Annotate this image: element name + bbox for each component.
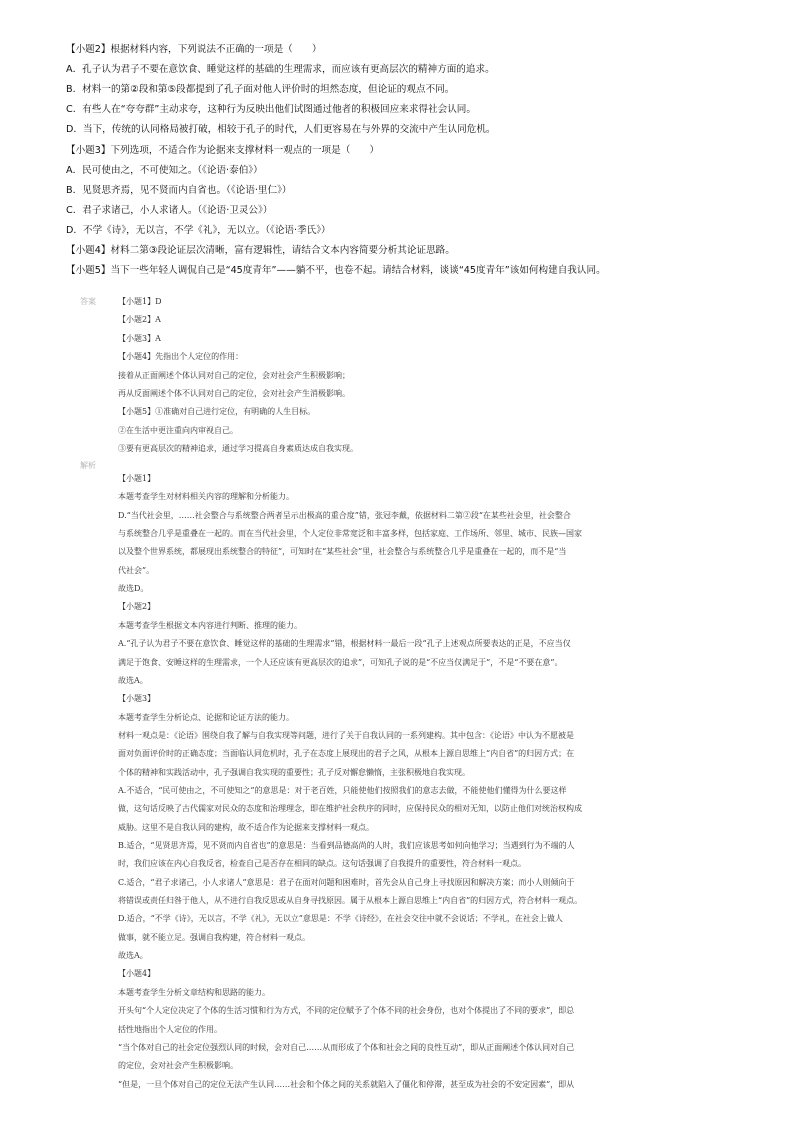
explanation-line: B.适合，“见贤思齐焉，见不贤而内自省也”的意思是：当看到品德高尚的人时，我们应该思考如何向他学习；当遇到行为不端的人 xyxy=(118,841,575,850)
explanation-line: 以及整个世界系统，都展现出系统整合的特征”，可知时在“某些社会”里，社会整合与系统整合几乎是重叠在一起的，而不是“当 xyxy=(118,547,567,557)
explanation-line: 本题考查学生分析文章结构和思路的能力。 xyxy=(118,987,270,997)
explanation-line: 做，这句话反映了古代儒家对民众的态度和治理理念，即在维护社会秩序的同时，应保持民众的相对无知，以防止他们对统治权构成 xyxy=(118,804,582,814)
explanation-line: 本题考查学生根据文本内容进行判断、推理的能力。 xyxy=(118,620,302,630)
explanation-line: 本题考查学生对材料相关内容的理解和分析能力。 xyxy=(118,492,294,502)
question-line: 【小题2】根据材料内容，下列说法不正确的一项是（ ） xyxy=(66,44,322,55)
explanation-line: 故选D。 xyxy=(118,584,149,594)
question-line: A．民可使由之，不可使知之。（《论语·泰伯》） xyxy=(66,164,263,176)
explanation-line: 与系统整合几乎是重叠在一起的。而在当代社会里，个人定位非常宽泛和丰富多样，包括家庭、工作场所、邻里、城市、民族—国家 xyxy=(118,529,582,539)
question-line: B．材料一的第②段和第⑤段都提到了孔子面对他人评价时的坦然态度，但论证的观点不同。 xyxy=(66,84,455,96)
explanation-line: C.适合，“君子求诸己，小人求诸人”意思是：君子在面对问题和困难时，首先会从自己身上寻找原因和解决方案；而小人则倾向于 xyxy=(118,877,575,887)
answer-line: 【小题1】D xyxy=(118,297,162,306)
explanation-line: 代社会”。 xyxy=(118,565,155,575)
answer-line: 接着从正面阐述个体认同对自己的定位，会对社会产生积极影响； xyxy=(118,370,350,380)
explanation-line: 故选A。 xyxy=(118,675,148,685)
explanation-line: A.不适合，“民可使由之，不可使知之”的意思是：对于老百姓，只能使他们按照我们的意志去做，不能使他们懂得为什么要这样 xyxy=(118,785,567,795)
explanation-line: 【小题3】 xyxy=(118,694,156,704)
explanation-label: 解析 xyxy=(80,461,96,470)
question-line: D．不学《诗》，无以言，不学《礼》，无以立。（《论语·季氏》） xyxy=(66,224,331,236)
explanation-line: 的定位，会对社会产生积极影响。 xyxy=(118,1061,238,1071)
explanation-line: D.适合，“不学《诗》，无以言，不学《礼》，无以立”意思是：不学《诗经》，在社会交往中就不会说话；不学礼，在社会上做人 xyxy=(118,914,563,924)
explanation-line: 威胁。这里不是自我认同的建构，故不适合作为论据来支撑材料一观点。 xyxy=(118,822,374,832)
question-line: 【小题3】下列选项，不适合作为论据来支撑材料一观点的一项是（ ） xyxy=(66,144,380,156)
answer-line: 【小题3】A xyxy=(118,333,161,343)
answer-label: 答案 xyxy=(80,297,96,306)
answer-line: 【小题5】①准确对自己进行定位，有明确的人生目标。 xyxy=(118,407,316,417)
answer-line: ③要有更高层次的精神追求，通过学习提高自身素质达成自我实现。 xyxy=(118,444,358,454)
explanation-line: 将错误或责任归咎于他人，从不进行自我反思或从自身寻找原因。属于从根本上源自思维上“内自省”的归因方式，符合材料一观点。 xyxy=(118,896,583,906)
explanation-line: A.“孔子认为君子不要在意饮食、睡觉这样的基础的生理需求”错，根据材料一最后一段“孔子上述观点所要表达的正是，不应当仅 xyxy=(118,639,571,649)
explanation-line: “但是，一旦个体对自己的定位无法产生认同……社会和个体之间的关系就陷入了僵化和停滞，甚至成为社会的不安定因素”，即从 xyxy=(118,1079,575,1089)
explanation-line: D.“当代社会里，……社会整合与系统整合两者呈示出极高的重合度”错，张冠李戴，依据材料二第②段“在某些社会里，社会整合 xyxy=(118,510,571,520)
explanation-line: 【小题1】 xyxy=(118,474,156,483)
explanation-line: 故选A。 xyxy=(118,951,148,961)
explanation-line: 【小题4】 xyxy=(118,969,156,979)
question-line: B．见贤思齐焉，见不贤而内自省也。（《论语·里仁》） xyxy=(66,184,292,196)
explanation-line: 面对负面评价时的正确态度；当面临认同危机时，孔子在态度上展现出的君子之风，从根本上源自思维上“内自省”的归因方式；在 xyxy=(118,749,575,759)
explanation-line: 括性地指出个人定位的作用。 xyxy=(118,1024,222,1034)
explanation-line: 材料一观点是：《论语》围绕自我了解与自我实现等问题，进行了关于自我认同的一系列建构。其中包含：《论语》中认为不愿被是 xyxy=(118,730,574,740)
question-line: 【小题4】材料二第③段论证层次清晰，富有逻辑性，请结合文本内容简要分析其论证思路。 xyxy=(66,245,455,256)
explanation-line: 满足于饱食、安睡这样的生理需求，一个人还应该有更高层次的追求”，可知孔子说的是“不应当仅满足于”，不是“不要在意”。 xyxy=(118,657,563,667)
answer-line: 【小题4】先指出个人定位的作用： xyxy=(118,352,244,362)
explanation-line: 【小题2】 xyxy=(118,602,156,612)
question-line: C．君子求诸己，小人求诸人。（《论语·卫灵公》） xyxy=(66,204,273,216)
answer-line: 【小题2】A xyxy=(118,315,161,325)
answer-line: 再从反面阐述个体不认同对自己的定位，会对社会产生消极影响。 xyxy=(118,389,350,398)
explanation-line: 个体的精神和实践活动中，孔子强调自我实现的重要性；孔子反对懈怠懒惰，主张积极地自我实现。 xyxy=(118,767,470,777)
explanation-line: 开头句“个人定位决定了个体的生活习惯和行为方式，不同的定位赋予了个体不同的社会身份，也对个体提出了不同的要求”，即总 xyxy=(118,1006,575,1016)
explanation-line: “当个体对自己的社会定位强烈认同的时候，会对自己……从而形成了个体和社会之间的良性互动”，即从正面阐述个体认同对自己 xyxy=(118,1042,575,1052)
explanation-line: 时，我们应该在内心自我反省，检查自己是否存在相同的缺点。这句话强调了自我提升的重要性，符合材料一观点。 xyxy=(118,859,526,869)
explanation-line: 本题考查学生分析论点、论据和论证方法的能力。 xyxy=(118,712,294,722)
explanation-line: 做事，就不能立足。强调自我构建，符合材料一观点。 xyxy=(118,932,310,942)
question-line: C．有些人在“夸夸群”主动求夸，这种行为反映出他们试图通过他者的积极回应来求得社会认同。 xyxy=(66,104,476,116)
question-line: D．当下，传统的认同格局被打破，相较于孔子的时代，人们更容易在与外界的交流中产生认同危机。 xyxy=(66,124,496,136)
question-line: 【小题5】当下一些年轻人调侃自己是“45度青年”——躺不平，也卷不起。请结合材料，谈谈“45度青年”该如何构建自我认同。 xyxy=(66,265,606,277)
answer-line: ②在生活中更注重向内审视自己。 xyxy=(118,425,238,435)
question-line: A．孔子认为君子不要在意饮食、睡觉这样的基础的生理需求，而应该有更高层次的精神方面的追求。 xyxy=(66,64,495,76)
